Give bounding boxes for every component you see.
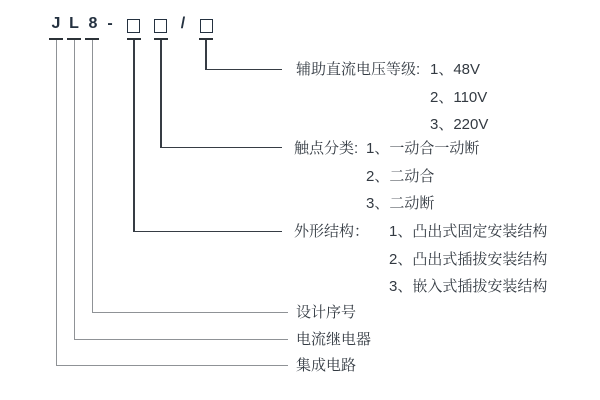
design-serial-label: 设计序号 xyxy=(296,304,357,321)
aux-voltage-option-2: 2、110V xyxy=(430,89,488,106)
leader-current-relay xyxy=(74,339,288,341)
vline-shape-structure xyxy=(133,40,135,232)
contact-class-option-3: 3、二动断 xyxy=(366,195,435,212)
shape-structure-label: 外形结构： xyxy=(294,223,370,240)
vline-aux-voltage xyxy=(205,40,207,70)
vline-contact-class xyxy=(160,40,162,148)
code-slash: / xyxy=(180,15,186,32)
shape-structure-option-1: 1、凸出式固定安装结构 xyxy=(389,223,548,240)
integrated-circuit-label: 集成电路 xyxy=(296,357,357,374)
leader-aux-voltage xyxy=(205,69,282,71)
vline-design-serial xyxy=(92,40,94,313)
code-digit-8: 8 xyxy=(88,15,98,32)
code-placeholder-box-2 xyxy=(154,19,167,33)
leader-contact-class xyxy=(160,147,282,149)
shape-structure-option-3: 3、嵌入式插拔安装结构 xyxy=(389,278,548,295)
contact-class-option-2: 2、二动合 xyxy=(366,168,435,185)
code-dash: - xyxy=(107,15,113,32)
vline-integrated-circuit xyxy=(56,40,58,366)
code-placeholder-box-1 xyxy=(127,19,140,33)
vline-current-relay xyxy=(74,40,76,340)
code-letter-j: J xyxy=(51,15,61,32)
shape-structure-option-2: 2、凸出式插拔安装结构 xyxy=(389,251,548,268)
aux-voltage-option-1: 1、48V xyxy=(430,61,481,78)
current-relay-label: 电流继电器 xyxy=(296,331,372,348)
leader-integrated-circuit xyxy=(56,365,288,367)
contact-class-label: 触点分类: xyxy=(294,140,359,157)
leader-design-serial xyxy=(92,312,288,314)
aux-voltage-label: 辅助直流电压等级: xyxy=(296,61,421,78)
code-placeholder-box-3 xyxy=(200,19,213,33)
leader-shape-structure xyxy=(133,231,282,233)
aux-voltage-option-3: 3、220V xyxy=(430,116,489,133)
code-letter-l: L xyxy=(69,15,79,32)
contact-class-option-1: 1、一动合一动断 xyxy=(366,140,480,157)
